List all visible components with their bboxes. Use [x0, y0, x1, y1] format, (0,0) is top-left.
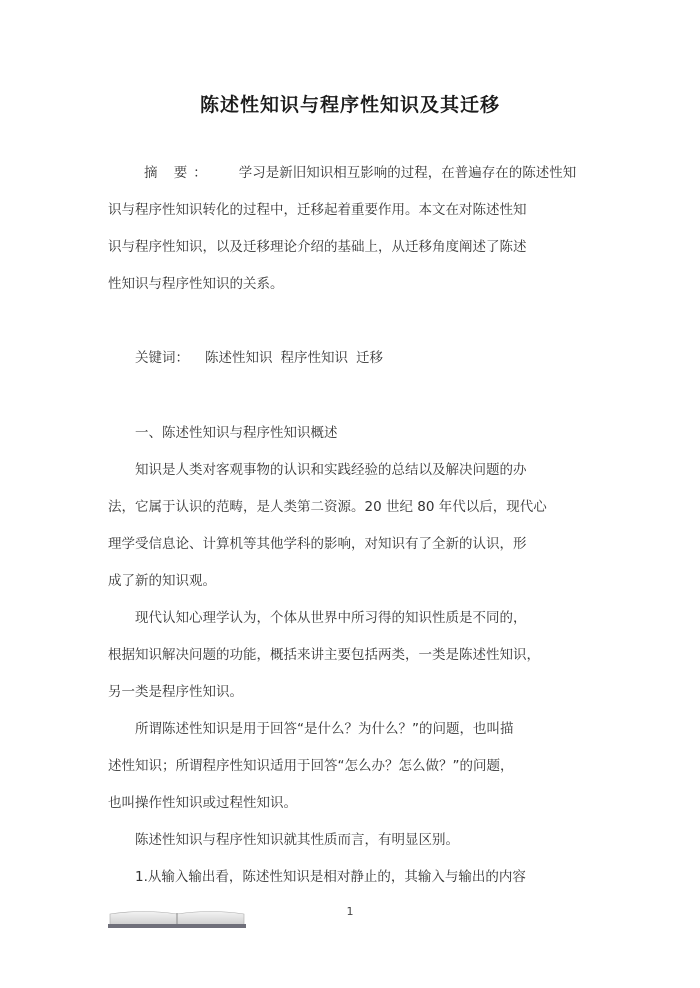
paragraph-line: 陈述性知识与程序性知识就其性质而言，有明显区别。 [135, 832, 459, 848]
document-title: 陈述性知识与程序性知识及其迁移 [199, 94, 500, 116]
abstract-label: 摘 要： [144, 165, 213, 181]
abstract-line: 性知识与程序性知识的关系。 [108, 276, 284, 292]
paragraph-line: 另一类是程序性知识。 [108, 684, 243, 700]
page-number: 1 [346, 905, 354, 918]
abstract-line: 学习是新旧知识相互影响的过程，在普遍存在的陈述性知 [238, 165, 577, 181]
paragraph-line: 现代认知心理学认为，个体从世界中所习得的知识性质是不同的， [135, 610, 527, 626]
keywords-label: 关键词： [135, 350, 189, 366]
abstract-line: 识与程序性知识转化的过程中，迁移起着重要作用。本文在对陈述性知 [108, 202, 527, 218]
paragraph-line: 述性知识；所谓程序性知识适用于回答“怎么办？怎么做？”的问题， [108, 758, 514, 774]
paragraph-line: 法，它属于认识的范畴，是人类第二资源。20 世纪 80 年代以后，现代心 [108, 499, 547, 515]
paragraph-line: 理学受信息论、计算机等其他学科的影响，对知识有了全新的认识，形 [108, 536, 527, 552]
paragraph-line: 1.从输入输出看，陈述性知识是相对静止的，其输入与输出的内容 [135, 869, 526, 885]
keyword-item: 程序性知识 [280, 350, 348, 366]
paragraph-line: 根据知识解决问题的功能，概括来讲主要包括两类，一类是陈述性知识， [108, 647, 540, 663]
abstract-line: 识与程序性知识，以及迁移理论介绍的基础上，从迁移角度阐述了陈述 [108, 239, 527, 255]
abstract-section [108, 155, 594, 303]
paragraph-line: 成了新的知识观。 [108, 573, 216, 589]
paragraph-line: 所谓陈述性知识是用于回答“是什么？为什么？”的问题，也叫描 [135, 721, 514, 737]
keyword-item: 陈述性知识 [205, 350, 273, 366]
paragraph-line: 也叫操作性知识或过程性知识。 [108, 795, 297, 811]
paragraph-line: 知识是人类对客观事物的认识和实践经验的总结以及解决问题的办 [135, 462, 527, 478]
keyword-item: 迁移 [356, 350, 383, 366]
section-one [108, 415, 594, 896]
section-heading: 一、陈述性知识与程序性知识概述 [135, 425, 338, 441]
keywords-section [108, 340, 594, 377]
